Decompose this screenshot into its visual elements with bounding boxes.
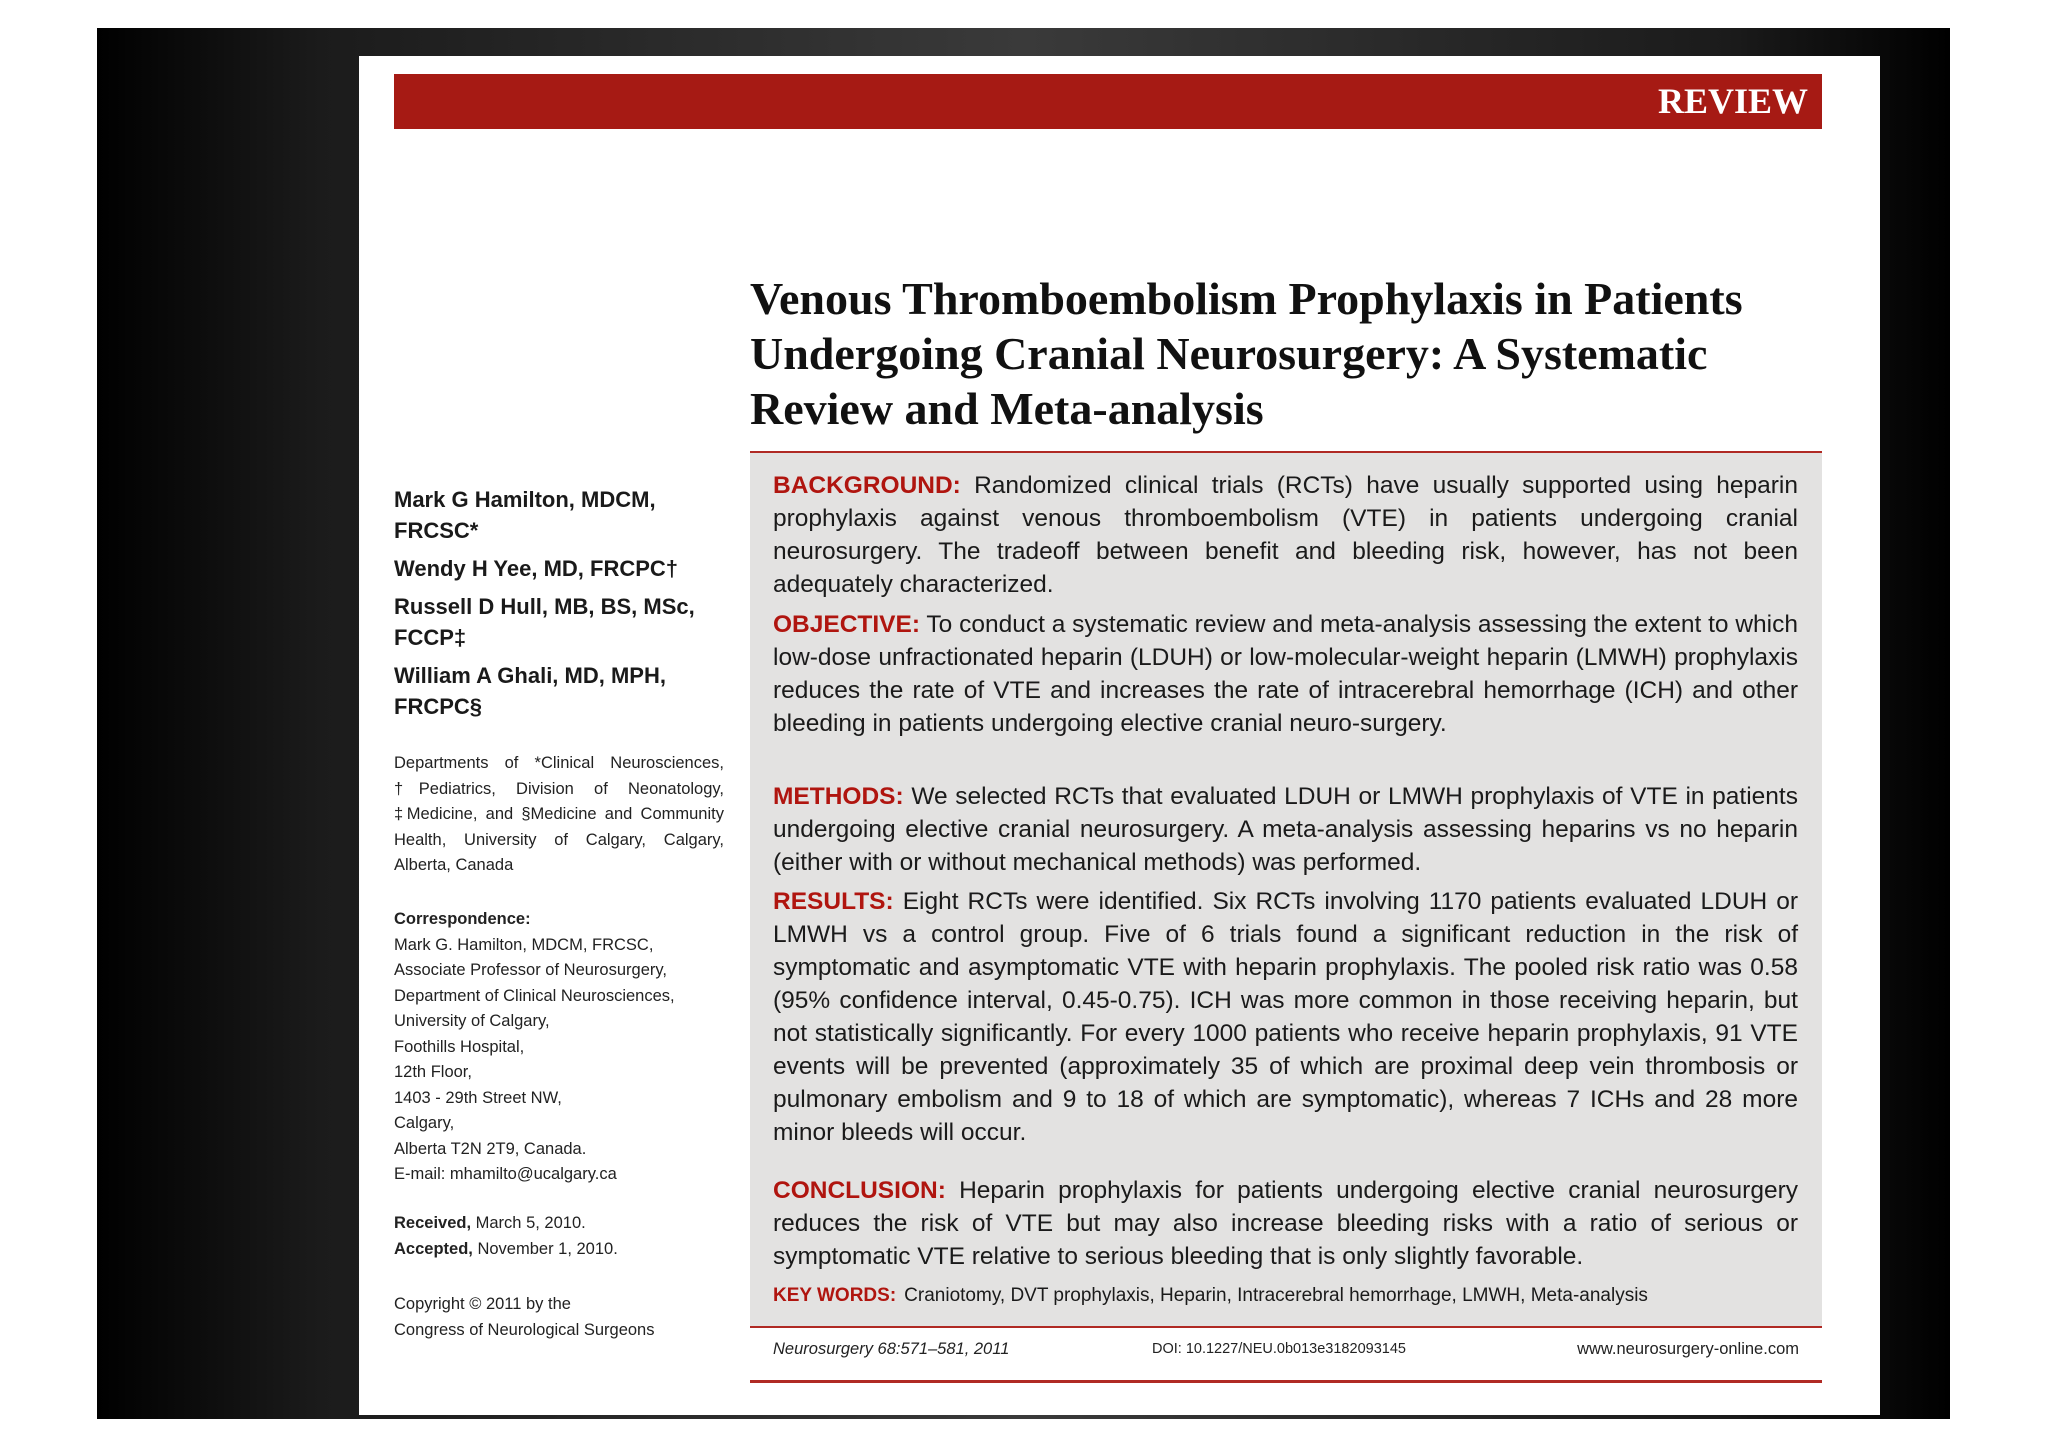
- correspondence-line: 12th Floor,: [394, 1063, 472, 1081]
- author-list: [394, 484, 739, 729]
- section-heading: RESULTS:: [773, 888, 894, 915]
- accepted-date: [394, 1237, 739, 1263]
- abstract-objective: [773, 608, 1798, 740]
- received-date: [394, 1211, 739, 1237]
- section-heading: OBJECTIVE:: [773, 611, 921, 638]
- abstract-results: [773, 885, 1798, 1149]
- accepted-label: Accepted,: [394, 1239, 473, 1258]
- keywords: [773, 1283, 1798, 1309]
- author-name: William A Ghali, MD, MPH, FRCPC§: [394, 663, 666, 719]
- correspondence-line: Foothills Hospital,: [394, 1037, 525, 1056]
- section-text: Eight RCTs were identified. Six RCTs involving 1170 patients evaluated LDUH or LMWH vs a control group. Five of 6 trials found a significant reduction in the risk of symptomatic and asymptomatic VTE with heparin prophylaxis. The pooled risk ratio was 0.58 (95% confidence interval, 0.45-0.75). ICH was more common in those receiving heparin, but not statistically significantly. For every 1000 patients who receive heparin prophylaxis, 91 VTE events will be prevented (approximately 35 of which are proximal deep vein thrombosis or pulmonary embolism and 9 to 18 of which are symptomatic), whereas 7 ICHs and 28 more minor bleeds will occur.: [773, 888, 1799, 1146]
- copyright-notice: [394, 1292, 739, 1343]
- abstract-methods: [773, 780, 1798, 879]
- keywords-text: Craniotomy, DVT prophylaxis, Heparin, Intracerebral hemorrhage, LMWH, Meta-analysis: [904, 1285, 1648, 1306]
- correspondence-email[interactable]: E-mail: mhamilto@ucalgary.ca: [394, 1165, 617, 1183]
- section-text: Randomized clinical trials (RCTs) have usually supported using heparin prophylaxis against venous thromboembolism (VTE) in patients undergoing cranial neurosurgery. The tradeoff between benefit and bleeding risk, however, has not been adequately characterized.: [773, 472, 1798, 598]
- correspondence-heading: Correspondence:: [394, 910, 531, 928]
- received-value: March 5, 2010.: [475, 1214, 586, 1232]
- journal-citation: Neurosurgery 68:571–581, 2011: [773, 1340, 1010, 1358]
- article-page: [359, 56, 1880, 1415]
- section-text: Heparin prophylaxis for patients undergoing elective cranial neurosurgery reduces the risk of VTE but may also increase bleeding risks with a ratio of serious or symptomatic VTE relative to serious bleeding that is only slightly favorable.: [773, 1177, 1798, 1270]
- correspondence-line: Calgary,: [394, 1114, 455, 1132]
- section-heading: METHODS:: [773, 783, 904, 810]
- article-title: Venous Thromboembolism Prophylaxis in Patients Undergoing Cranial Neurosurgery: A Systematic Review and Meta-analysis: [750, 273, 1743, 434]
- review-label: REVIEW: [1657, 81, 1808, 121]
- correspondence-line: Alberta T2N 2T9, Canada.: [394, 1139, 587, 1158]
- affiliations: Departments of *Clinical Neurosciences, †Pediatrics, Division of Neonatology, ‡Medicine, and §Medicine and Community Health, University of Calgary, Calgary, Alberta, Canada: [394, 754, 724, 874]
- correspondence-line: 1403 - 29th Street NW,: [394, 1088, 562, 1107]
- abstract-conclusion: [773, 1174, 1798, 1273]
- article-dates: [394, 1211, 739, 1262]
- section-text: We selected RCTs that evaluated LDUH or LMWH prophylaxis of VTE in patients undergoing elective cranial neurosurgery. A meta-analysis assessing heparins vs no heparin (either with or without mechanical methods) was performed.: [773, 783, 1798, 876]
- author-name: Mark G Hamilton, MDCM, FRCSC*: [394, 487, 656, 543]
- doi-link[interactable]: DOI: 10.1227/NEU.0b013e3182093145: [1152, 1341, 1406, 1357]
- section-text: To conduct a systematic review and meta-analysis assessing the extent to which low-dose unfractionated heparin (LDUH) or low-molecular-weight heparin (LMWH) prophylaxis reduces the rate of VTE and increases the rate of intracerebral hemorrhage (ICH) and other bleeding in patients undergoing elective cranial neuro-surgery.: [773, 611, 1798, 737]
- section-heading: BACKGROUND:: [773, 472, 961, 499]
- correspondence-line: Mark G. Hamilton, MDCM, FRCSC,: [394, 935, 654, 954]
- section-heading: CONCLUSION:: [773, 1177, 946, 1204]
- article-footer: [750, 1328, 1822, 1380]
- copyright-line: Congress of Neurological Surgeons: [394, 1320, 655, 1339]
- review-banner: [394, 74, 1822, 129]
- correspondence-line: Department of Clinical Neurosciences,: [394, 986, 675, 1005]
- accepted-value: November 1, 2010.: [477, 1239, 618, 1258]
- journal-website-link[interactable]: www.neurosurgery-online.com: [1577, 1340, 1799, 1358]
- author-name: Russell D Hull, MB, BS, MSc, FCCP‡: [394, 594, 695, 650]
- correspondence-block: [394, 907, 739, 1188]
- correspondence-line: Associate Professor of Neurosurgery,: [394, 961, 667, 979]
- received-label: Received,: [394, 1214, 472, 1232]
- slide-background: [97, 28, 1950, 1419]
- abstract-background: [773, 469, 1798, 601]
- abstract-box: [750, 453, 1822, 1328]
- keywords-heading: KEY WORDS:: [773, 1285, 897, 1306]
- footer-bottom-divider: [750, 1380, 1822, 1383]
- author-name: Wendy H Yee, MD, FRCPC†: [394, 556, 679, 581]
- copyright-line: Copyright © 2011 by the: [394, 1295, 571, 1313]
- correspondence-line: University of Calgary,: [394, 1012, 550, 1030]
